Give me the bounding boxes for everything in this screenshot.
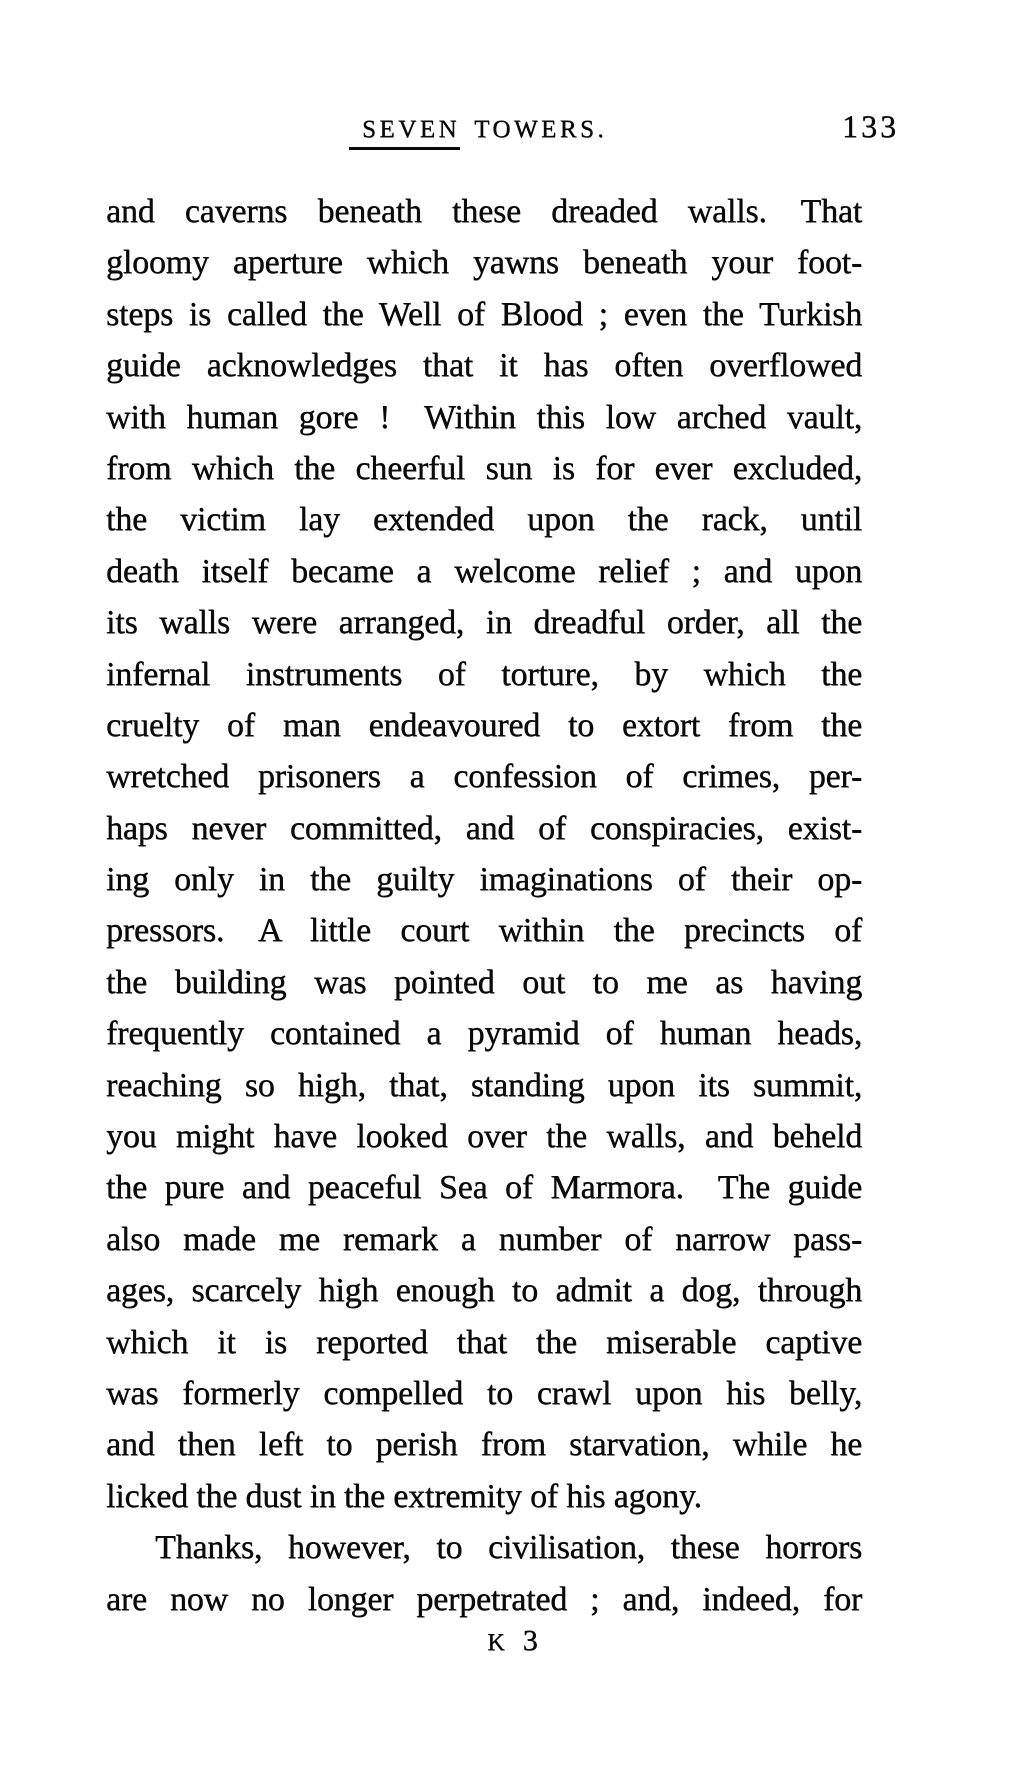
text-line: the building was pointed out to me as having <box>106 963 862 1001</box>
text-line: guide acknowledges that it has often overflowed <box>106 347 862 385</box>
page-number: 133 <box>842 108 899 144</box>
text-line-paragraph-end: licked the dust in the extremity of his agony. <box>106 1477 702 1515</box>
running-head-word-towers: TOWERS. <box>474 116 608 143</box>
text-line: gloomy aperture which yawns beneath your foot- <box>106 244 862 282</box>
text-line: wretched prisoners a confession of crimes, per- <box>106 758 862 796</box>
text-line-paragraph-start: Thanks, however, to civilisation, these horrors <box>155 1529 862 1567</box>
text-line: infernal instruments of torture, by which the <box>106 655 862 693</box>
text-line: the victim lay extended upon the rack, until <box>106 501 862 539</box>
signature-number: 3 <box>522 1624 538 1657</box>
text-line: was formerly compelled to crawl upon his belly, <box>106 1374 862 1412</box>
text-line: steps is called the Well of Blood ; even the Turkish <box>106 295 862 333</box>
text-line: are now no longer perpetrated ; and, indeed, for <box>106 1580 862 1618</box>
text-line: you might have looked over the walls, and beheld <box>106 1118 862 1156</box>
running-head <box>362 116 607 150</box>
running-head-word-seven: SEVEN <box>349 116 460 150</box>
text-line: the pure and peaceful Sea of Marmora. The guide <box>106 1169 862 1207</box>
signature-letter: K <box>487 1630 506 1656</box>
text-line: ing only in the guilty imaginations of their op- <box>106 861 862 899</box>
text-line: its walls were arranged, in dreadful order, all the <box>106 604 862 642</box>
signature-mark <box>0 1624 1025 1658</box>
text-line: ages, scarcely high enough to admit a dog, through <box>106 1272 862 1310</box>
text-line: haps never committed, and of conspiracies, exist- <box>106 809 862 847</box>
text-line: and then left to perish from starvation, while he <box>106 1426 862 1464</box>
text-line: cruelty of man endeavoured to extort from the <box>106 706 862 744</box>
text-line: which it is reported that the miserable captive <box>106 1323 862 1361</box>
text-line: with human gore ! Within this low arched vault, <box>106 398 862 436</box>
text-line: reaching so high, that, standing upon its summit, <box>106 1066 862 1104</box>
body-text <box>106 186 862 1625</box>
text-line: frequently contained a pyramid of human heads, <box>106 1015 862 1053</box>
text-line: and caverns beneath these dreaded walls. That <box>106 193 862 230</box>
text-line: pressors. A little court within the precincts of <box>106 912 862 950</box>
text-line: from which the cheerful sun is for ever excluded, <box>106 449 862 487</box>
text-line: death itself became a welcome relief ; and upon <box>106 552 862 590</box>
text-line: also made me remark a number of narrow pass- <box>106 1220 862 1258</box>
